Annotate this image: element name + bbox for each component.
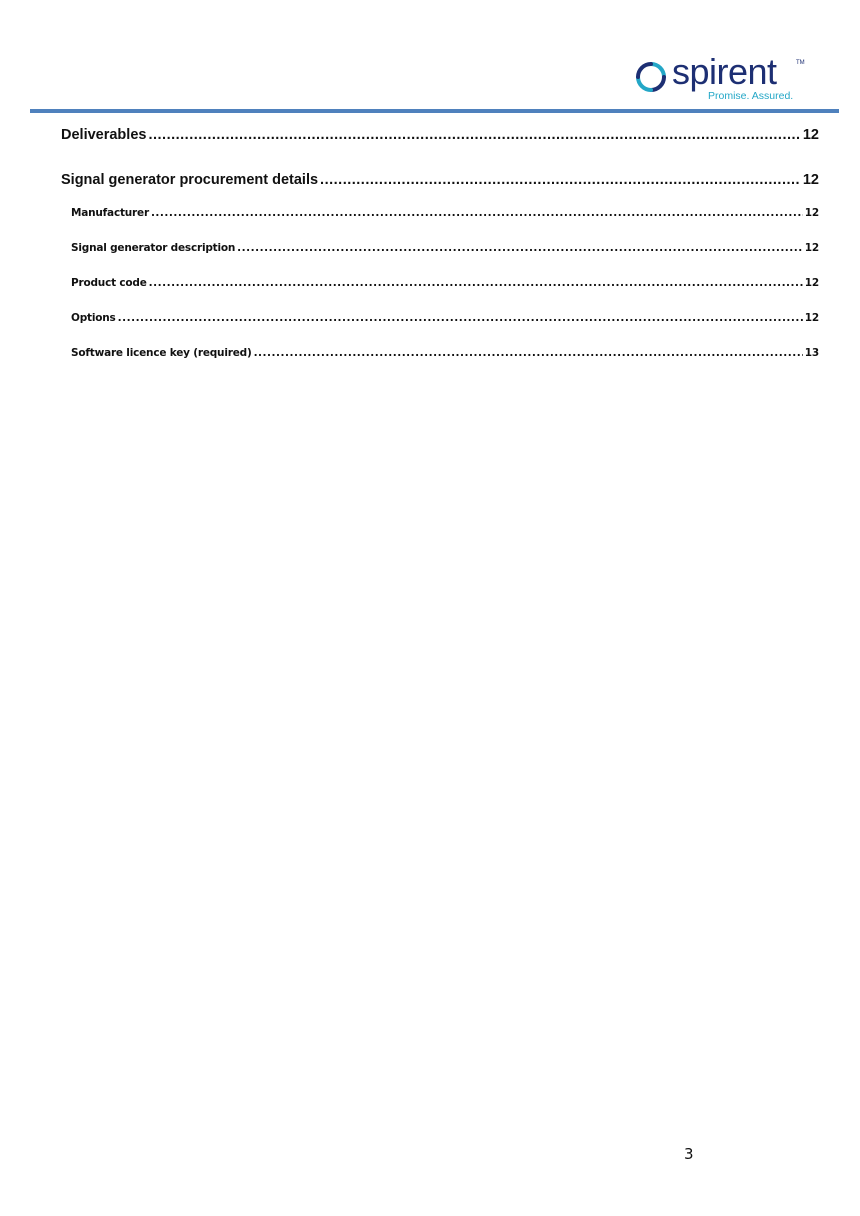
header-rule — [30, 109, 839, 113]
toc-entry-product-code[interactable] — [71, 277, 819, 289]
toc-leader-dots — [148, 127, 800, 143]
spirent-logo — [634, 51, 814, 106]
toc-entry-page: 12 — [804, 207, 819, 219]
toc-entry-page: 12 — [802, 172, 819, 188]
page-number: 3 — [684, 1145, 694, 1163]
toc-leader-dots — [237, 242, 803, 254]
toc-entry-signal-generator-procurement-details[interactable] — [61, 172, 819, 188]
toc-entry-deliverables[interactable] — [61, 127, 819, 143]
toc-entry-page: 12 — [804, 312, 819, 324]
toc-leader-dots — [149, 277, 803, 289]
toc-entry-page: 12 — [802, 127, 819, 143]
toc-entry-page: 12 — [804, 242, 819, 254]
toc-leader-dots — [320, 172, 801, 188]
toc-entry-options[interactable] — [71, 312, 819, 324]
toc-entry-title: Software licence key (required) — [71, 347, 252, 359]
toc-entry-title: Options — [71, 312, 116, 324]
toc-entry-page: 12 — [804, 277, 819, 289]
toc-entry-page: 13 — [804, 347, 819, 359]
toc-leader-dots — [118, 312, 803, 324]
spirent-circle-icon — [634, 60, 668, 94]
toc-entry-title: Signal generator procurement details — [61, 172, 319, 188]
logo-wordmark: spirent — [672, 51, 777, 92]
toc-entry-title: Deliverables — [61, 127, 147, 143]
toc-leader-dots — [254, 347, 803, 359]
toc-entry-title: Signal generator description — [71, 242, 236, 254]
toc-leader-dots — [151, 207, 803, 219]
toc-entry-title: Manufacturer — [71, 207, 149, 219]
logo-tagline: Promise. Assured. — [708, 90, 794, 102]
toc-entry-title: Product code — [71, 277, 147, 289]
toc-entry-signal-generator-description[interactable] — [71, 242, 819, 254]
toc-entry-software-licence-key[interactable] — [71, 347, 819, 359]
logo-trademark: TM — [796, 60, 805, 66]
toc-entry-manufacturer[interactable] — [71, 207, 819, 219]
